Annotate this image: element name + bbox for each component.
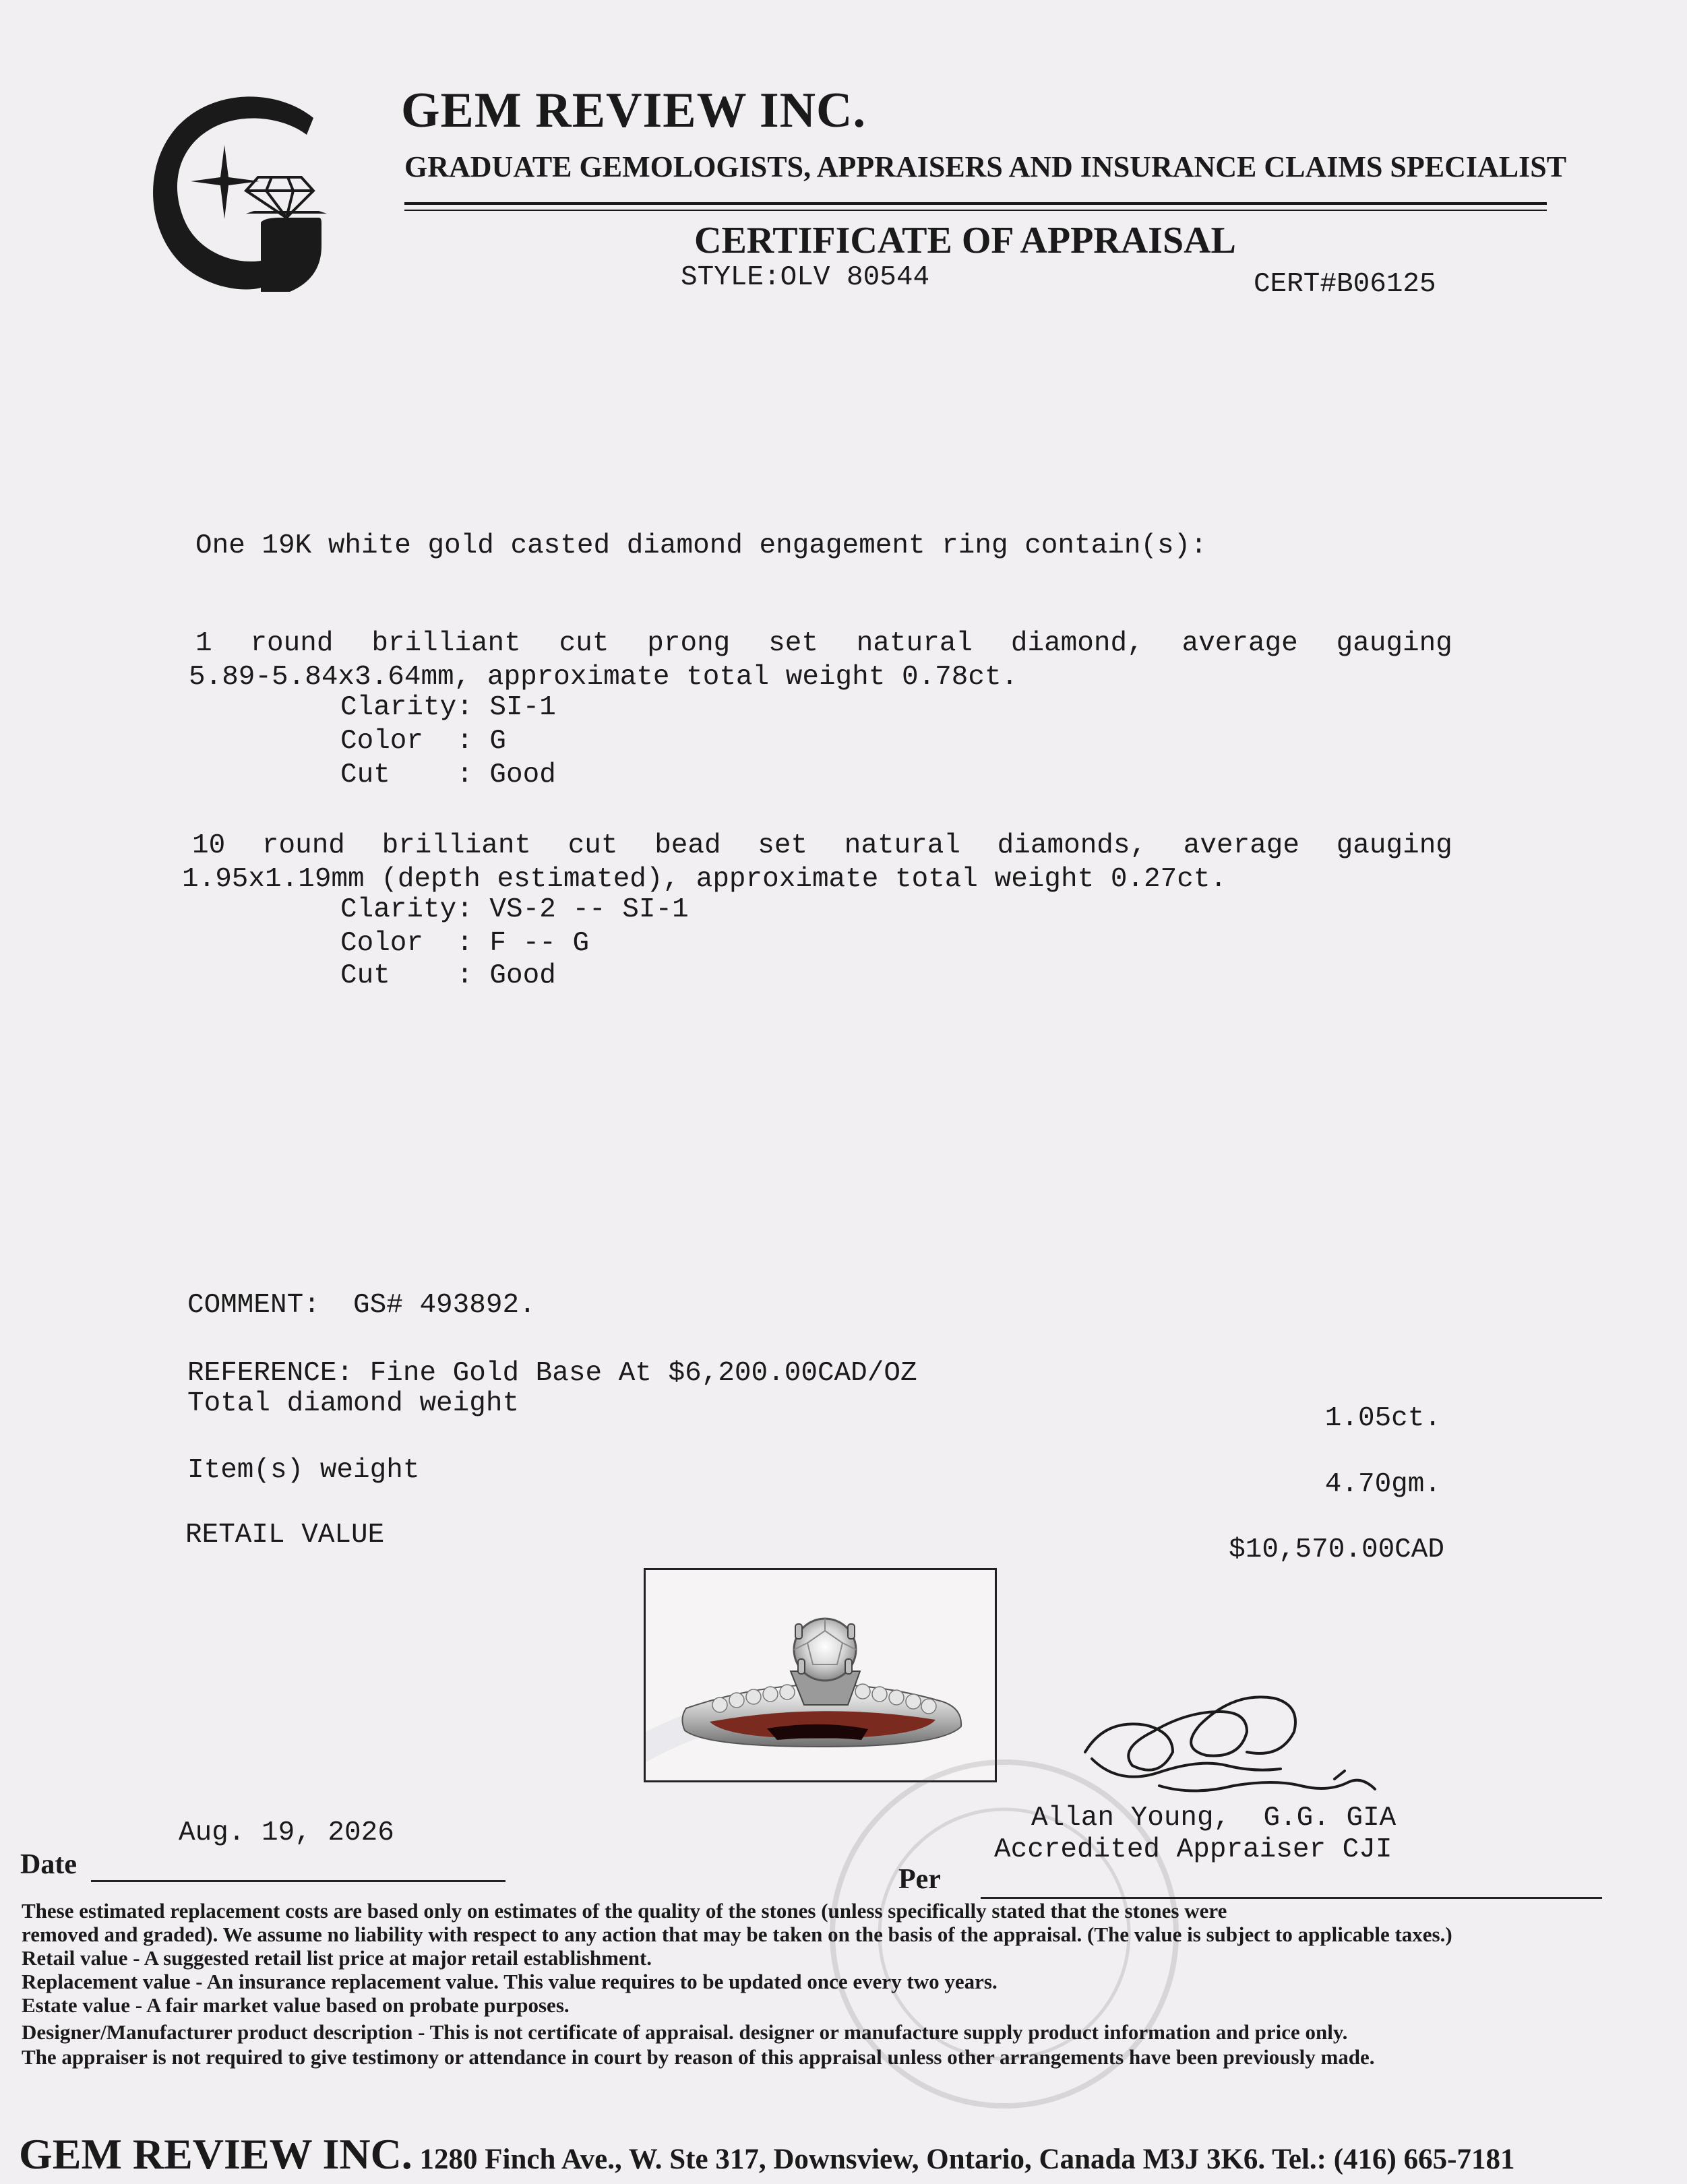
stone-1-color: Color : G [340,726,507,757]
stone-2-color: Color : F -- G [340,928,590,959]
disclaimer-line: Designer/Manufacturer product description - This is not certificate of appraisal. designer or manufacture supply product information and price only. [22,2020,1348,2044]
certificate-title: CERTIFICATE OF APPRAISAL [694,220,1236,261]
date-line [91,1880,505,1882]
disclaimer-line: Replacement value - An insurance replacement value. This value requires to be updated once every two years. [22,1970,998,1993]
total-diamond-weight-label: Total diamond weight [187,1388,520,1419]
item-weight-label: Item(s) weight [187,1455,420,1486]
stone-1-line-2: 5.89-5.84x3.64mm, approximate total weight 0.78ct. [189,662,1018,693]
footer [19,2129,1514,2179]
retail-value-value: $10,570.00CAD [1229,1534,1444,1565]
header-rule [404,202,1547,205]
disclaimer-line: removed and graded). We assume no liability with respect to any action that may be taken on the basis of the appraisal. (The value is subject to applicable taxes.) [22,1923,1452,1946]
per-label: Per [898,1864,941,1895]
style-number: STYLE:OLV 80544 [681,262,930,293]
stone-1-line-1: 1 round brilliant cut prong set natural diamond, average gauging [195,628,1452,659]
total-diamond-weight-value: 1.05ct. [1324,1403,1441,1434]
stone-2-cut: Cut : Good [340,960,556,991]
stone-2-clarity: Clarity: VS-2 -- SI-1 [340,894,689,925]
appraiser-accreditation: Accredited Appraiser CJI [994,1834,1392,1865]
company-tagline: GRADUATE GEMOLOGISTS, APPRAISERS AND INSURANCE CLAIMS SPECIALIST [404,150,1567,183]
disclaimer-line: The appraiser is not required to give testimony or attendance in court by reason of this appraisal unless other arrangements have been previously made. [22,2045,1375,2069]
stone-2-line-1: 10 round brilliant cut bead set natural diamonds, average gauging [192,830,1452,861]
signature-icon [1078,1685,1388,1799]
footer-company-name: GEM REVIEW INC. [19,2130,412,2178]
disclaimer-line: Estate value - A fair market value based on probate purposes. [22,1993,570,2017]
stone-1-clarity: Clarity: SI-1 [340,692,556,723]
disclaimer-line: Retail value - A suggested retail list price at major retail establishment. [22,1946,652,1970]
date-label: Date [20,1849,77,1880]
ring-image-icon [646,1570,995,1780]
retail-value-label: RETAIL VALUE [185,1520,385,1551]
appraisal-date: Aug. 19, 2026 [179,1817,394,1848]
footer-address: 1280 Finch Ave., W. Ste 317, Downsview, Ontario, Canada M3J 3K6. Tel.: (416) 665-7181 [412,2144,1515,2175]
reference: REFERENCE: Fine Gold Base At $6,200.00CAD/OZ [187,1358,917,1389]
certificate-number: CERT#B06125 [1254,269,1436,300]
item-weight-value: 4.70gm. [1324,1469,1441,1500]
header-rule-thin [404,210,1547,211]
stone-2-line-2: 1.95x1.19mm (depth estimated), approximate total weight 0.27ct. [182,864,1227,895]
company-name: GEM REVIEW INC. [401,83,866,138]
comment: COMMENT: GS# 493892. [187,1290,536,1321]
stone-1-cut: Cut : Good [340,759,556,790]
ring-photo [644,1568,997,1782]
disclaimer-line: These estimated replacement costs are based only on estimates of the quality of the stones (unless specifically stated that the stones were [22,1899,1227,1923]
appraiser-name: Allan Young, G.G. GIA [1031,1803,1397,1834]
gem-review-logo-icon [145,91,340,293]
ring-description: One 19K white gold casted diamond engagement ring contain(s): [195,530,1207,561]
